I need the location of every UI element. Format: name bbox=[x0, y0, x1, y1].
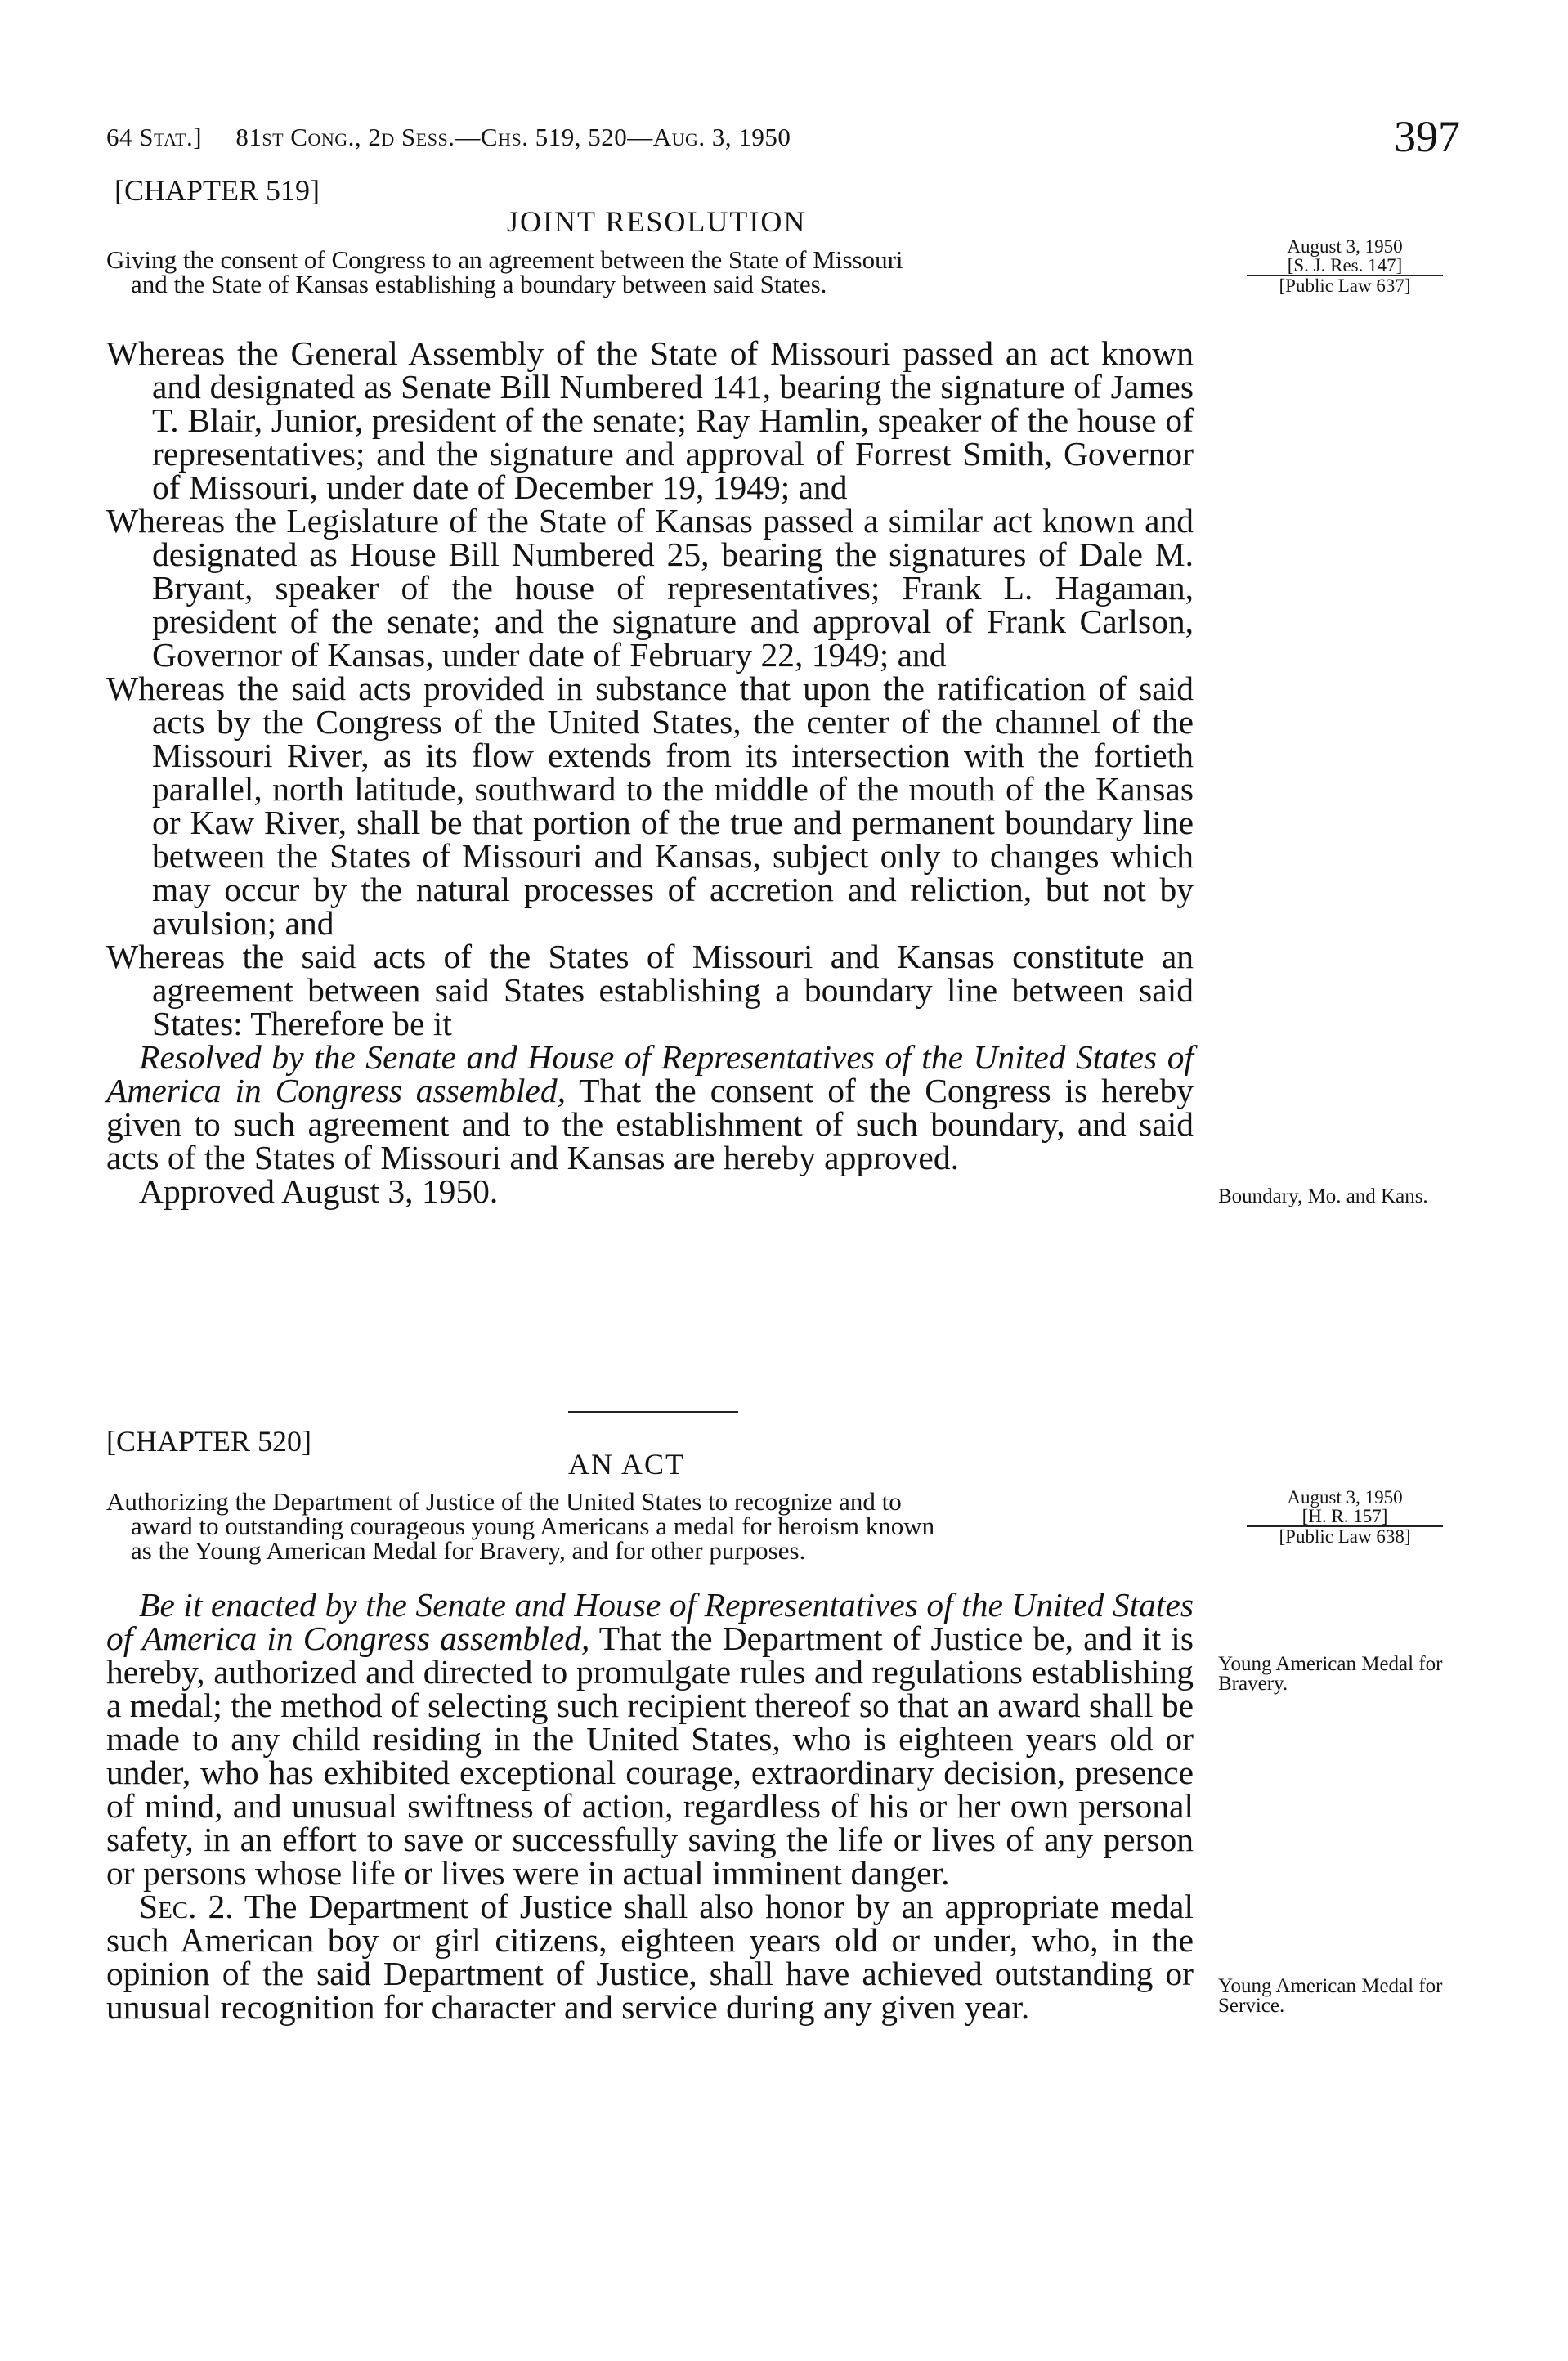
synopsis-line-1: Authorizing the Department of Justice of the United States to recognize and to bbox=[106, 1487, 902, 1516]
section-2 bbox=[106, 1890, 1194, 2024]
chapter-519-synopsis bbox=[106, 245, 1195, 298]
sidenote-bill: [S. J. Res. 147] bbox=[1247, 256, 1443, 276]
synopsis-line-2: award to outstanding courageous young Americans a medal for heroism known bbox=[131, 1512, 935, 1540]
sidenote-bill: [H. R. 157] bbox=[1247, 1507, 1443, 1527]
margin-note-bravery: Young American Medal for Bravery. bbox=[1218, 1653, 1443, 1695]
whereas-clause-2: Whereas the Legislature of the State of Kansas passed a similar act known and designated as House Bill Numbered 25, bearing the signatures of Dale M. Bryant, speaker of the house of representatives; Frank L. Hagaman, president of the senate; and the signature and approval of Frank Carlson, Governor of Kansas, under date of February 22, 1949; and bbox=[106, 502, 1194, 674]
enacting-clause-text: That the Department of Justice be, and it is hereby, authorized and directed to promulgate rules and regulations establishing a medal; the method of selecting such recipient thereof so that an award shall be made to any child residing in the United States, who is eighteen years old or under, who has exhibited exceptional courage, extraordinary decision, presence of mind, and unusual swiftness of action, regardless of his or her own personal safety, in an effort to save or successfully saving the life or lives of any person or persons whose life or lives were in actual imminent danger. bbox=[106, 1620, 1194, 1892]
chapter-520-synopsis bbox=[106, 1487, 1195, 1565]
margin-note-boundary: Boundary, Mo. and Kans. bbox=[1218, 1185, 1428, 1207]
section-2-text: The Department of Justice shall also honor by an appropriate medal such American boy or girl citizens, eighteen years old or under, who, in the opinion of the said Department of Justice, shall have achieved outstanding or unusual recognition for character and service during any given year. bbox=[106, 1888, 1194, 2026]
resolving-clause-text: That the consent of the Congress is hereby given to such agreement and to the establishment of such boundary, and said acts of the States of Missouri and Kansas are hereby approved. bbox=[106, 1072, 1194, 1176]
chapter-520-label: [CHAPTER 520] bbox=[106, 1425, 311, 1458]
resolving-clause bbox=[106, 1038, 1194, 1176]
synopsis-line-1: Giving the consent of Congress to an agreement between the State of Missouri bbox=[106, 245, 903, 274]
chapter-519-title: JOINT RESOLUTION bbox=[507, 205, 807, 238]
chapter-519-body bbox=[106, 334, 1194, 1210]
whereas-clause-4: Whereas the said acts of the States of Missouri and Kansas constitute an agreement between said States establishing a boundary line between said States: Therefore be it bbox=[106, 938, 1194, 1042]
chapter-519-label: [CHAPTER 519] bbox=[114, 174, 320, 207]
resolving-clause-italic: Resolved by the Senate and House of Representatives of the United States of America in Congress assembled, bbox=[106, 1038, 1194, 1109]
synopsis-line-2: and the State of Kansas establishing a boundary between said States. bbox=[131, 270, 827, 298]
sidenote-date: August 3, 1950 bbox=[1287, 1487, 1403, 1508]
whereas-clause-3: Whereas the said acts provided in substance that upon the ratification of said acts by the Congress of the United States, the center of the channel of the Missouri River, as its flow extends from its intersection with the fortieth parallel, north latitude, southward to the middle of the mouth of the Kansas or Kaw River, shall be that portion of the true and permanent boundary line between the States of Missouri and Kansas, subject only to changes which may occur by the natural processes of accretion and reliction, but not by avulsion; and bbox=[106, 670, 1194, 942]
section-divider bbox=[568, 1411, 738, 1413]
chapter-520-body bbox=[106, 1588, 1194, 2024]
running-head bbox=[106, 123, 791, 152]
chapter-519-sidenote bbox=[1247, 237, 1443, 295]
whereas-clause-1: Whereas the General Assembly of the State of Missouri passed an act known and designated as Senate Bill Numbered 141, bearing the signature of James T. Blair, Junior, president of the senate; Ray Hamlin, speaker of the house of representatives; and the signature and approval of Forrest Smith, Governor of Missouri, under date of December 19, 1949; and bbox=[106, 334, 1194, 506]
running-head-text: 64 Stat.] 81st Cong., 2d Sess.—Chs. 519, 520—Aug. 3, 1950 bbox=[106, 123, 791, 151]
enacting-clause-italic: Be it enacted by the Senate and House of Representatives of the United States of America in Congress assembled, bbox=[106, 1586, 1194, 1657]
sidenote-law: [Public Law 637] bbox=[1279, 276, 1411, 296]
chapter-520-title: AN ACT bbox=[568, 1448, 686, 1481]
sidenote-law: [Public Law 638] bbox=[1279, 1526, 1411, 1547]
margin-note-service: Young American Medal for Service. bbox=[1218, 1975, 1443, 2017]
approval-line: Approved August 3, 1950. bbox=[139, 1172, 499, 1210]
page-number: 397 bbox=[1394, 112, 1460, 161]
section-2-label: Sec. 2. bbox=[139, 1888, 234, 1925]
synopsis-line-3: as the Young American Medal for Bravery, and for other purposes. bbox=[131, 1536, 806, 1565]
sidenote-date: August 3, 1950 bbox=[1287, 236, 1403, 257]
enacting-clause bbox=[106, 1588, 1194, 1890]
chapter-520-sidenote bbox=[1247, 1488, 1443, 1546]
